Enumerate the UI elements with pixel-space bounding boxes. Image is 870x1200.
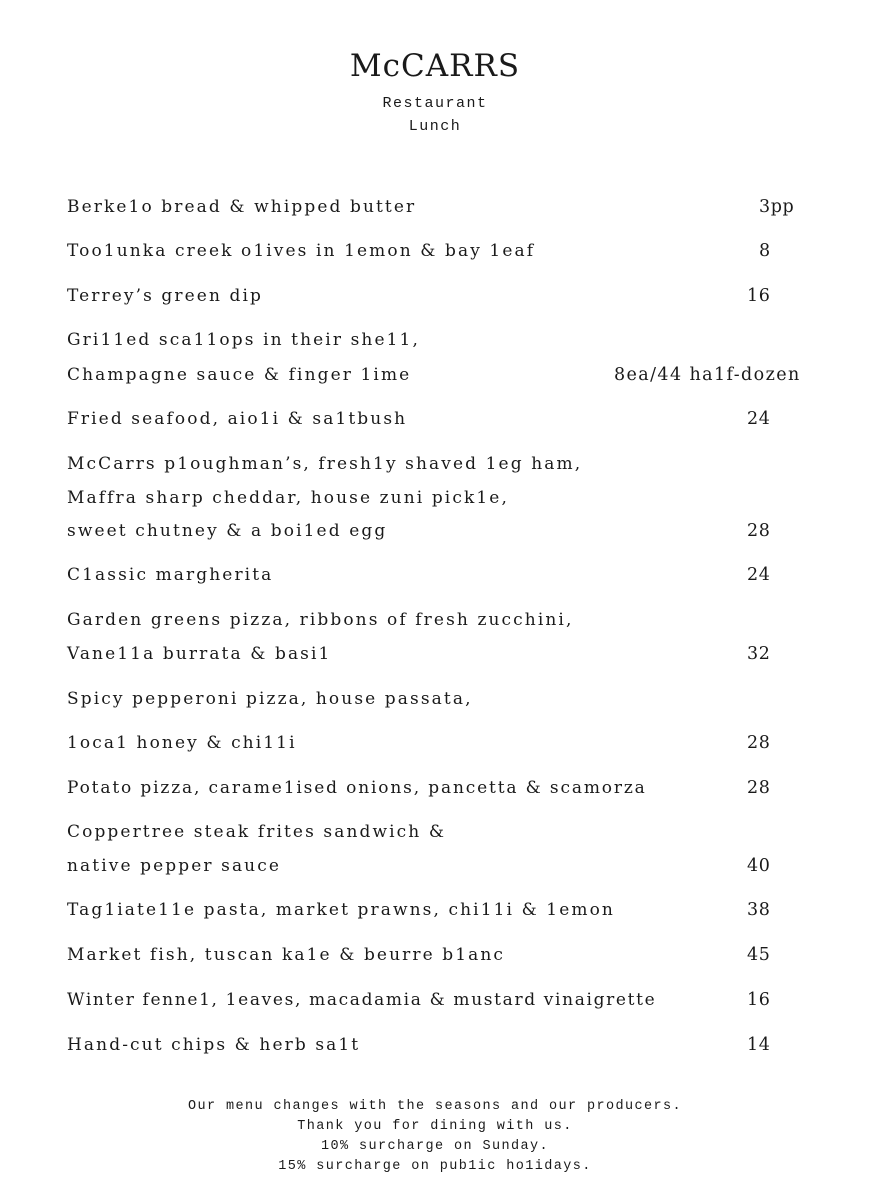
item-price: 16	[747, 286, 771, 306]
item-description-line: Market fish, tuscan ka1e & beurre b1anc	[67, 945, 506, 965]
item-description-line: Potato pizza, carame1ised onions, pancetta & scamorza	[67, 778, 647, 798]
item-description-line: Garden greens pizza, ribbons of fresh zucchini,	[67, 610, 574, 630]
item-description-line: Champagne sauce & finger 1ime	[67, 365, 412, 385]
item-description-line: 1oca1 honey & chi11i	[67, 733, 297, 753]
item-description-line: Winter fenne1, 1eaves, macadamia & mustard vinaigrette	[67, 990, 657, 1010]
item-description-line: sweet chutney & a boi1ed egg	[67, 521, 388, 541]
restaurant-name: McCARRS	[349, 48, 521, 84]
item-price: 3pp	[759, 197, 795, 217]
item-price: 8	[759, 241, 771, 261]
item-description-line: Fried seafood, aio1i & sa1tbush	[67, 409, 408, 429]
item-description-line: Spicy pepperoni pizza, house passata,	[67, 689, 473, 709]
item-description-line: Coppertree steak frites sandwich &	[67, 822, 447, 842]
item-description-line: native pepper sauce	[67, 856, 282, 876]
item-description-line: Tag1iate11e pasta, market prawns, chi11i & 1emon	[67, 900, 615, 920]
item-description-line: Too1unka creek o1ives in 1emon & bay 1eaf	[67, 241, 536, 261]
footer-sunday-surcharge: 10% surcharge on Sunday.	[320, 1139, 550, 1154]
item-price: 32	[747, 644, 771, 664]
item-price: 28	[747, 733, 771, 753]
item-price: 45	[747, 945, 771, 965]
menu-footer	[0, 1097, 870, 1177]
footer-seasonal-note: Our menu changes with the seasons and our producers.	[187, 1099, 683, 1114]
item-description-line: Berke1o bread & whipped butter	[67, 197, 417, 217]
footer-holiday-surcharge: 15% surcharge on pub1ic ho1idays.	[278, 1159, 592, 1174]
item-description-line: Vane11a burrata & basi1	[67, 644, 332, 664]
item-price: 40	[747, 856, 771, 876]
service-label: Lunch	[408, 118, 462, 135]
footer-thanks-note: Thank you for dining with us.	[297, 1119, 573, 1134]
item-description-line: Maffra sharp cheddar, house zuni pick1e,	[67, 488, 509, 508]
restaurant-subtitle: Restaurant	[382, 95, 488, 112]
item-description-line: Gri11ed sca11ops in their she11,	[67, 330, 420, 350]
item-description-line: McCarrs p1oughman’s, fresh1y shaved 1eg ham,	[67, 454, 583, 474]
item-price: 16	[747, 990, 771, 1010]
item-price: 38	[747, 900, 771, 920]
item-description-line: C1assic margherita	[67, 565, 274, 585]
item-price: 24	[747, 409, 771, 429]
item-price: 8ea/44 ha1f-dozen	[614, 365, 801, 385]
item-price: 24	[747, 565, 771, 585]
item-description-line: Terrey’s green dip	[67, 286, 264, 306]
item-price: 28	[747, 778, 771, 798]
item-description-line: Hand-cut chips & herb sa1t	[67, 1035, 361, 1055]
item-price: 14	[747, 1035, 771, 1055]
item-price: 28	[747, 521, 771, 541]
